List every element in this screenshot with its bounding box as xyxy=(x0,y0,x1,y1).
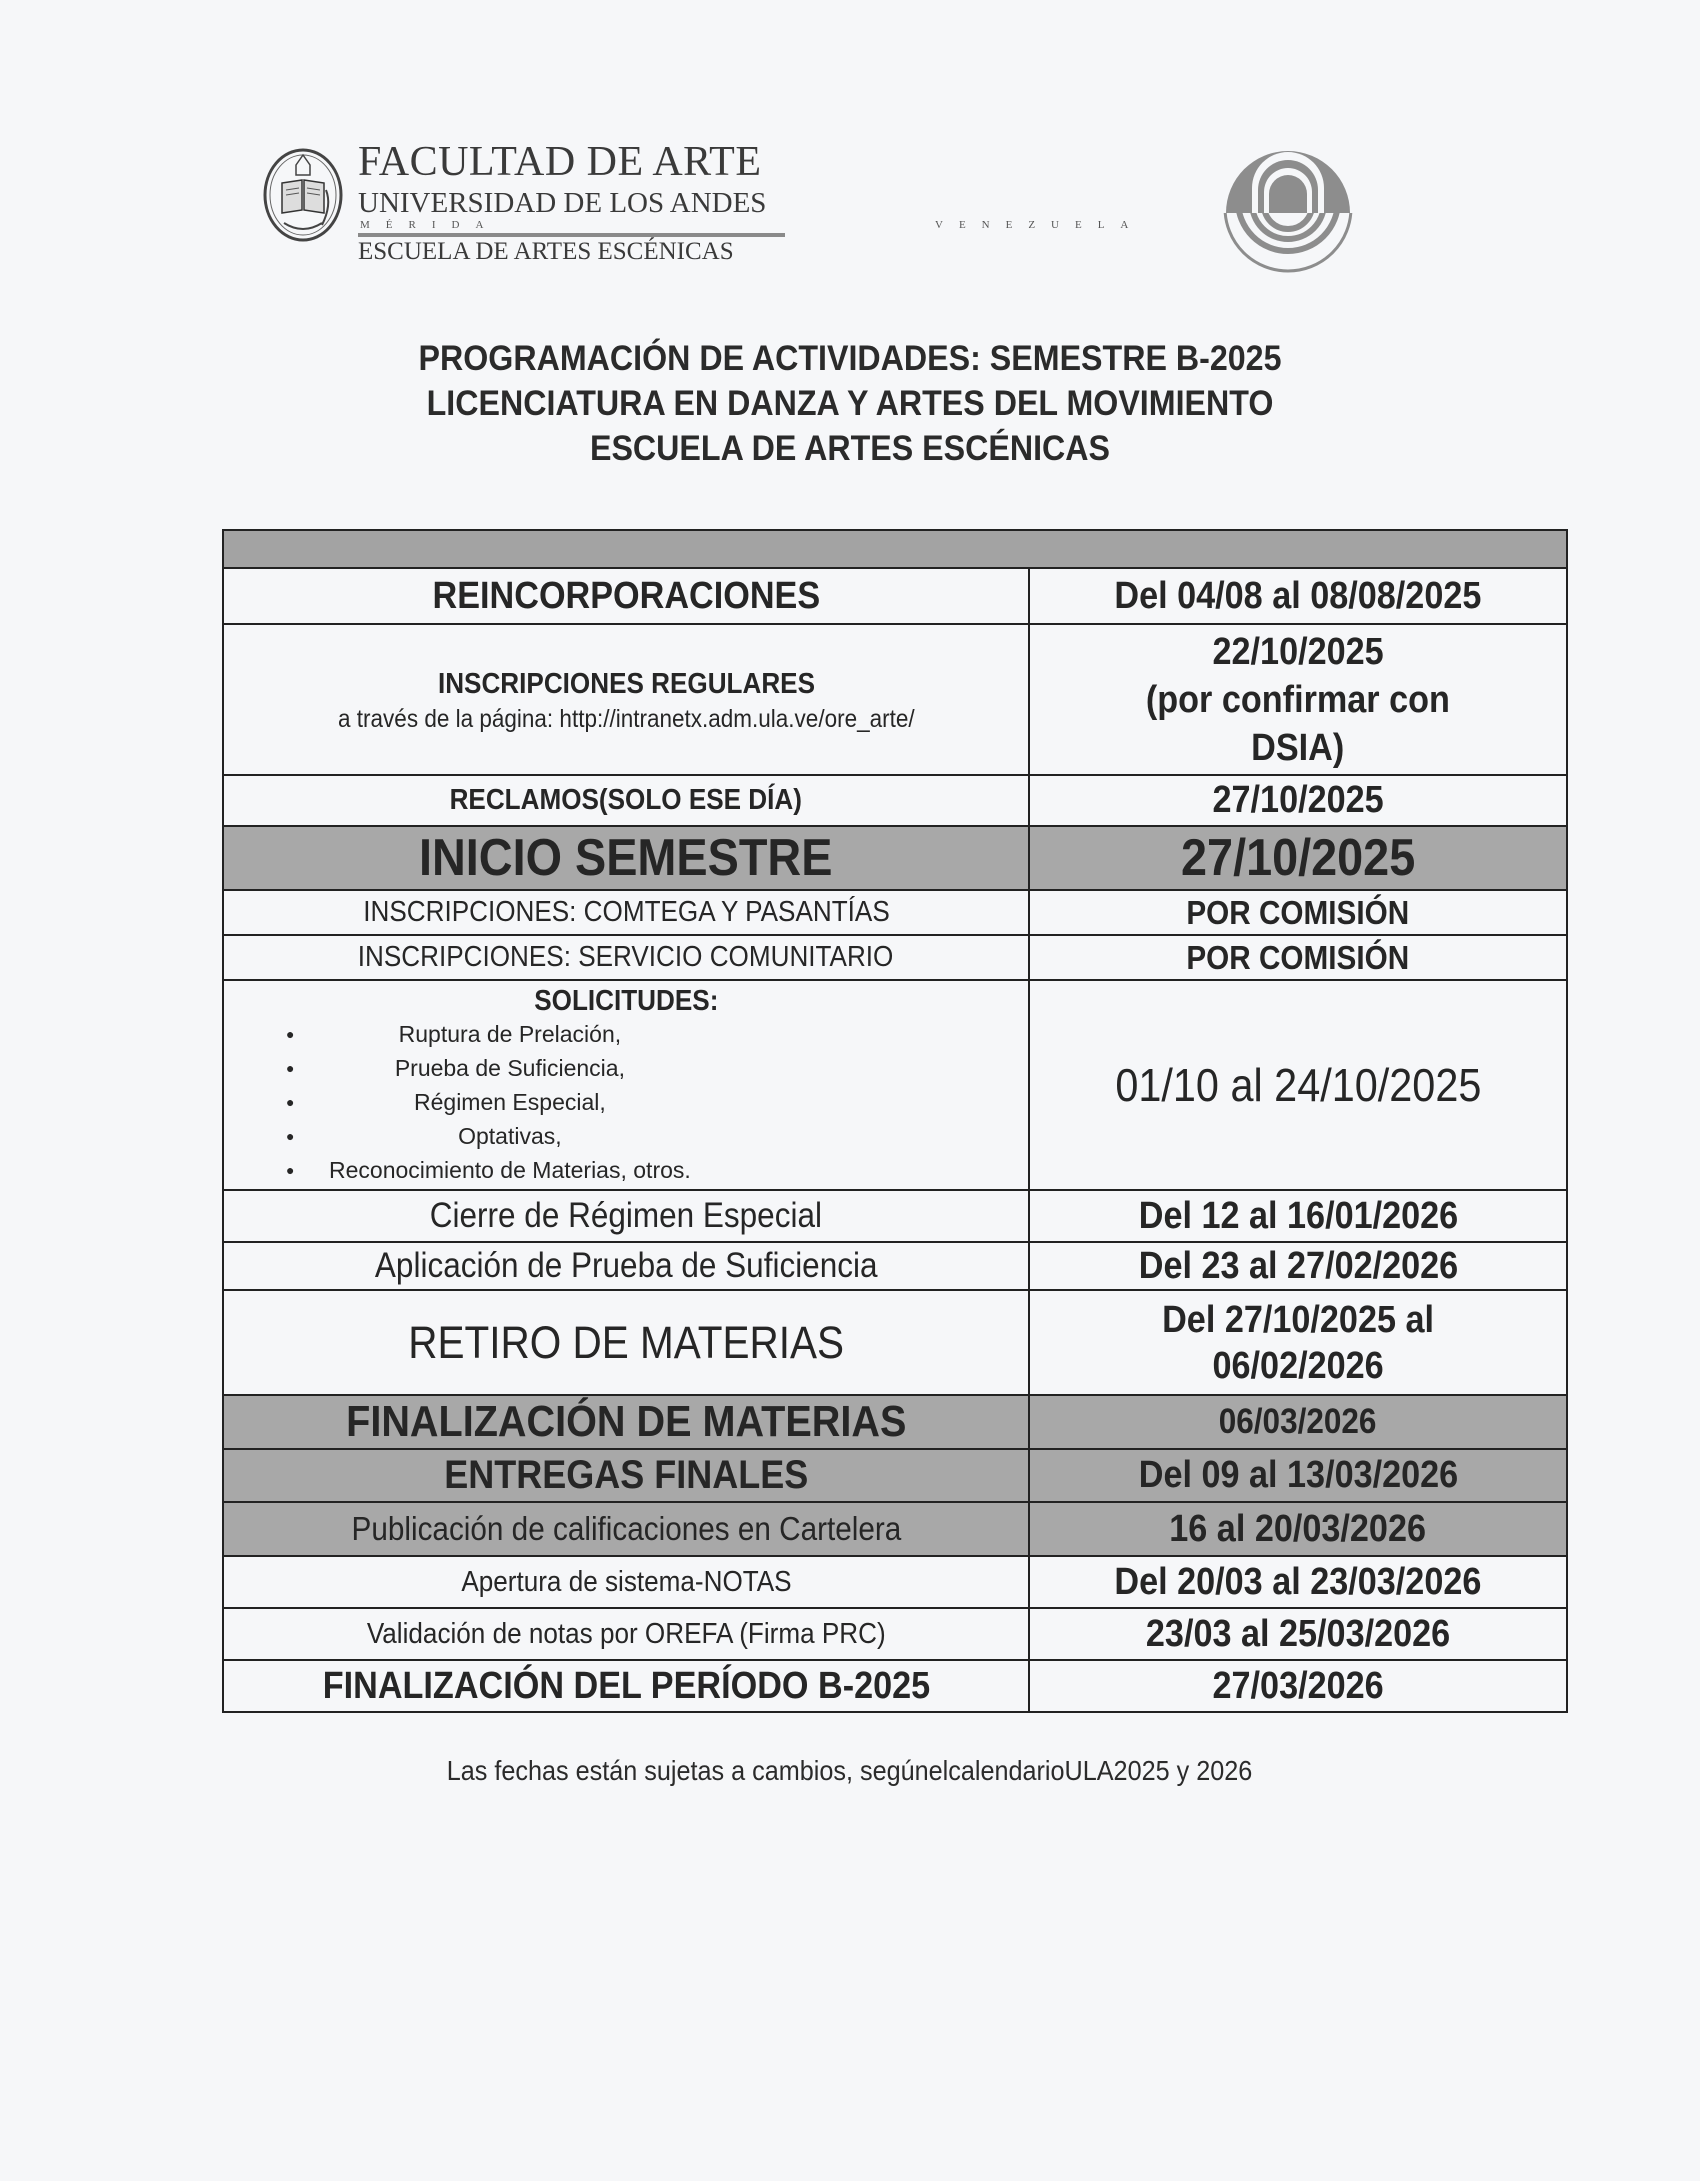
faculty-name: FACULTAD DE ARTE xyxy=(358,139,762,185)
table-row xyxy=(222,1189,1568,1241)
date-note: (por confirmar con xyxy=(1145,678,1451,721)
table-row xyxy=(222,1607,1568,1659)
activity-label: INSCRIPCIONES: SERVICIO COMUNITARIO xyxy=(358,941,894,973)
activity-label: Cierre de Régimen Especial xyxy=(429,1196,823,1235)
table-row xyxy=(222,1289,1568,1394)
header-rule xyxy=(358,233,785,237)
activity-label: INSCRIPCIONES REGULARES xyxy=(437,667,815,700)
date-label: 27/10/2025 xyxy=(1212,779,1384,821)
activity-label: Publicación de calificaciones en Cartelera xyxy=(351,1510,901,1547)
date-label: 16 al 20/03/2026 xyxy=(1169,1507,1427,1550)
date-label: Del 09 al 13/03/2026 xyxy=(1138,1454,1458,1496)
table-row xyxy=(222,623,1568,774)
activity-label: ENTREGAS FINALES xyxy=(443,1453,809,1497)
date-label: 27/03/2026 xyxy=(1212,1664,1384,1707)
activity-label: RETIRO DE MATERIAS xyxy=(408,1316,844,1368)
table-header-bar xyxy=(222,529,1568,567)
activity-label: INICIO SEMESTRE xyxy=(419,829,833,887)
list-item: ● Prueba de Suficiencia, xyxy=(286,1051,691,1085)
activity-label: RECLAMOS(SOLO ESE DÍA) xyxy=(449,784,803,816)
date-label: 22/10/2025 xyxy=(1212,630,1384,673)
table-row xyxy=(222,1241,1568,1289)
date-label: Del 23 al 27/02/2026 xyxy=(1138,1244,1458,1287)
date-label: 06/03/2026 xyxy=(1219,1402,1377,1441)
document-title xyxy=(200,336,1500,471)
activity-label: SOLICITUDES: xyxy=(533,985,719,1017)
activity-label: Validación de notas por OREFA (Firma PRC) xyxy=(366,1617,886,1650)
activity-label: REINCORPORACIONES xyxy=(432,574,820,617)
activity-label: INSCRIPCIONES: COMTEGA Y PASANTÍAS xyxy=(362,896,890,928)
school-round-logo xyxy=(1218,143,1358,278)
table-row xyxy=(222,1659,1568,1713)
university-name: UNIVERSIDAD DE LOS ANDES xyxy=(358,187,767,219)
university-seal-logo xyxy=(262,145,344,242)
date-label: 27/10/2025 xyxy=(1180,829,1416,887)
table-row-highlight xyxy=(222,1501,1568,1555)
activity-label: Aplicación de Prueba de Suficiencia xyxy=(374,1246,878,1285)
title-line-3: ESCUELA DE ARTES ESCÉNICAS xyxy=(589,429,1111,468)
table-row-highlight xyxy=(222,1448,1568,1501)
list-item: ● Reconocimiento de Materias, otros. xyxy=(286,1153,691,1187)
activity-label: FINALIZACIÓN DEL PERÍODO B-2025 xyxy=(322,1664,930,1707)
list-item: ● Régimen Especial, xyxy=(286,1085,691,1119)
footer-text: Las fechas están sujetas a cambios, segúnelcalendarioULA2025 y 2026 xyxy=(447,1755,1253,1786)
footer-note xyxy=(200,1755,1500,1787)
table-row xyxy=(222,889,1568,934)
table-row xyxy=(222,934,1568,979)
date-label: 23/03 al 25/03/2026 xyxy=(1145,1612,1451,1655)
date-label: Del 20/03 al 23/03/2026 xyxy=(1114,1560,1482,1603)
table-row-highlight xyxy=(222,825,1568,889)
activity-label: FINALIZACIÓN DE MATERIAS xyxy=(345,1397,907,1446)
schedule-table xyxy=(222,529,1568,1713)
date-label: Del 12 al 16/01/2026 xyxy=(1138,1194,1458,1237)
date-label: 01/10 al 24/10/2025 xyxy=(1114,1059,1482,1111)
date-label: Del 04/08 al 08/08/2025 xyxy=(1114,574,1482,617)
list-item: ● Ruptura de Prelación, xyxy=(286,1017,691,1051)
date-label: POR COMISIÓN xyxy=(1186,938,1410,976)
date-label-end: 06/02/2026 xyxy=(1212,1344,1384,1387)
table-row xyxy=(222,774,1568,825)
date-label: POR COMISIÓN xyxy=(1186,893,1410,931)
requests-list xyxy=(224,1017,691,1187)
school-name: ESCUELA DE ARTES ESCÉNICAS xyxy=(358,238,734,265)
country-label: VENEZUELA xyxy=(935,219,1145,231)
city-label: MÉRIDA xyxy=(360,219,500,231)
activity-link-text: a través de la página: http://intranetx.adm.ula.ve/ore_arte/ xyxy=(337,704,915,733)
date-note: DSIA) xyxy=(1251,726,1345,769)
table-row xyxy=(222,979,1568,1189)
title-line-1: PROGRAMACIÓN DE ACTIVIDADES: SEMESTRE B-2025 xyxy=(418,339,1282,378)
date-label: Del 27/10/2025 al xyxy=(1162,1298,1434,1341)
title-line-2: LICENCIATURA EN DANZA Y ARTES DEL MOVIMIENTO xyxy=(426,384,1274,423)
activity-label: Apertura de sistema-NOTAS xyxy=(460,1565,792,1598)
list-item: ● Optativas, xyxy=(286,1119,691,1153)
table-row-highlight xyxy=(222,1394,1568,1448)
table-row xyxy=(222,1555,1568,1607)
table-row xyxy=(222,567,1568,623)
